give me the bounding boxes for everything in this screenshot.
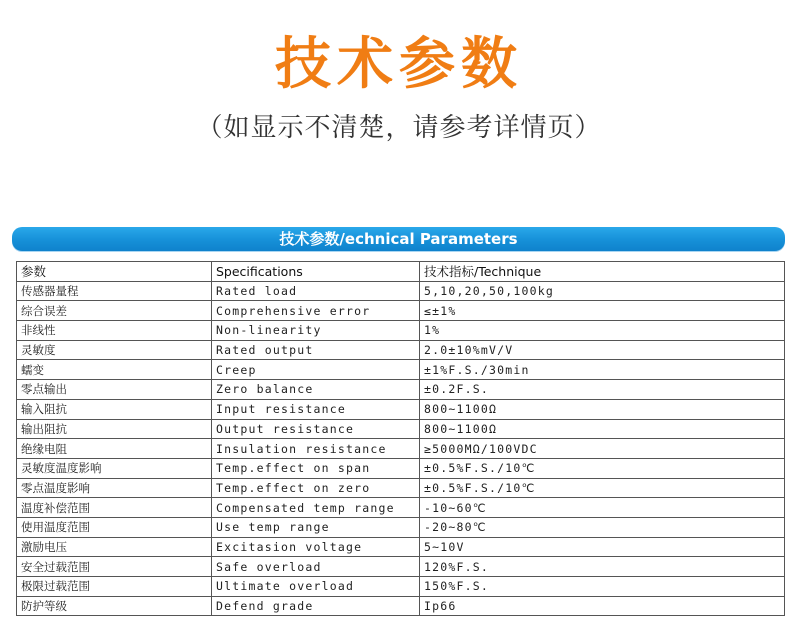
value-cell: 5,10,20,50,100kg [420, 281, 785, 301]
spec-cell: Use temp range [212, 517, 420, 537]
parameters-table-header [17, 262, 785, 282]
param-cell: 输入阻抗 [17, 399, 212, 419]
header-row [17, 262, 785, 282]
param-cell: 零点输出 [17, 380, 212, 400]
header-technique: 技术指标/Technique [420, 262, 785, 282]
page-title: 技术参数 [275, 32, 523, 97]
value-cell: 1% [420, 321, 785, 341]
param-cell: 极限过载范围 [17, 577, 212, 597]
spec-cell: Non-linearity [212, 321, 420, 341]
table-row [17, 537, 785, 557]
value-cell: 150%F.S. [420, 577, 785, 597]
param-cell: 输出阻抗 [17, 419, 212, 439]
table-row [17, 301, 785, 321]
value-cell: ≥5000MΩ/100VDC [420, 439, 785, 459]
value-cell: 2.0±10%mV/V [420, 340, 785, 360]
spec-cell: Rated load [212, 281, 420, 301]
param-cell: 绝缘电阻 [17, 439, 212, 459]
table-row [17, 577, 785, 597]
spec-cell: Ultimate overload [212, 577, 420, 597]
spec-cell: Creep [212, 360, 420, 380]
table-row [17, 340, 785, 360]
parameters-table-body [17, 281, 785, 616]
parameters-table [16, 261, 785, 616]
table-row [17, 596, 785, 616]
value-cell: 120%F.S. [420, 557, 785, 577]
spec-cell: Temp.effect on zero [212, 478, 420, 498]
param-cell: 综合误差 [17, 301, 212, 321]
section-banner-title: 技术参数/echnical Parameters [279, 230, 518, 248]
param-cell: 传感器量程 [17, 281, 212, 301]
spec-cell: Output resistance [212, 419, 420, 439]
table-row [17, 478, 785, 498]
value-cell: ±0.5%F.S./10℃ [420, 478, 785, 498]
param-cell: 激励电压 [17, 537, 212, 557]
param-cell: 灵敏度温度影响 [17, 458, 212, 478]
table-row [17, 557, 785, 577]
spec-cell: Insulation resistance [212, 439, 420, 459]
table-row [17, 380, 785, 400]
header-param: 参数 [17, 262, 212, 282]
table-row [17, 281, 785, 301]
table-row [17, 360, 785, 380]
page-subtitle: （如显示不清楚，请参考详情页） [196, 113, 602, 143]
spec-cell: Defend grade [212, 596, 420, 616]
spec-cell: Input resistance [212, 399, 420, 419]
value-cell: ±0.2F.S. [420, 380, 785, 400]
param-cell: 蠕变 [17, 360, 212, 380]
value-cell: ±1%F.S./30min [420, 360, 785, 380]
section-banner [12, 227, 785, 251]
table-row [17, 419, 785, 439]
table-row [17, 439, 785, 459]
spec-cell: Comprehensive error [212, 301, 420, 321]
value-cell: -10~60℃ [420, 498, 785, 518]
table-row [17, 498, 785, 518]
spec-cell: Zero balance [212, 380, 420, 400]
value-cell: ≤±1% [420, 301, 785, 321]
value-cell: -20~80℃ [420, 517, 785, 537]
param-cell: 温度补偿范围 [17, 498, 212, 518]
value-cell: ±0.5%F.S./10℃ [420, 458, 785, 478]
param-cell: 安全过载范围 [17, 557, 212, 577]
param-cell: 使用温度范围 [17, 517, 212, 537]
value-cell: 5~10V [420, 537, 785, 557]
table-row [17, 399, 785, 419]
value-cell: 800~1100Ω [420, 399, 785, 419]
spec-cell: Compensated temp range [212, 498, 420, 518]
param-cell: 灵敏度 [17, 340, 212, 360]
param-cell: 防护等级 [17, 596, 212, 616]
spec-cell: Safe overload [212, 557, 420, 577]
param-cell: 零点温度影响 [17, 478, 212, 498]
value-cell: Ip66 [420, 596, 785, 616]
param-cell: 非线性 [17, 321, 212, 341]
spec-cell: Rated output [212, 340, 420, 360]
header-specifications: Specifications [212, 262, 420, 282]
table-row [17, 517, 785, 537]
table-row [17, 458, 785, 478]
spec-cell: Temp.effect on span [212, 458, 420, 478]
table-row [17, 321, 785, 341]
value-cell: 800~1100Ω [420, 419, 785, 439]
spec-cell: Excitasion voltage [212, 537, 420, 557]
